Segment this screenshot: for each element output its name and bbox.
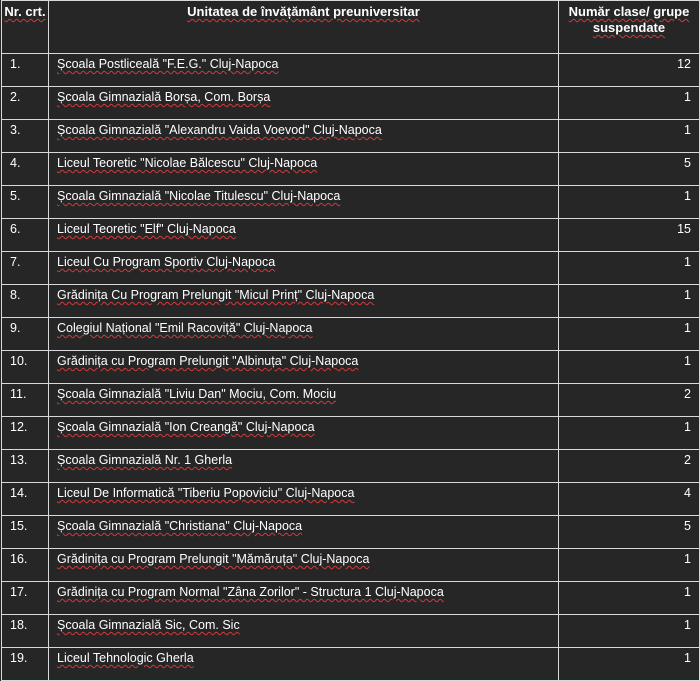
school-name-text: Școala Gimnazială Nr. 1 Gherla — [57, 453, 233, 467]
table-row — [2, 384, 700, 417]
table-row — [2, 87, 700, 120]
suspended-count: 5 — [559, 516, 700, 549]
suspended-count: 1 — [559, 648, 700, 681]
table-row — [2, 153, 700, 186]
school-name-text: Grădinița cu Program Normal "Zâna Zorilor" - Structura 1 Cluj-Napoca — [57, 585, 444, 599]
suspended-count: 2 — [559, 450, 700, 483]
suspended-count: 1 — [559, 417, 700, 450]
school-name — [49, 285, 559, 318]
row-number: 9. — [2, 318, 49, 351]
school-name — [49, 615, 559, 648]
school-name-text: Liceul Tehnologic Gherla — [57, 651, 194, 665]
table-row — [2, 318, 700, 351]
row-number: 19. — [2, 648, 49, 681]
table-body — [2, 54, 700, 681]
school-name — [49, 219, 559, 252]
school-name — [49, 417, 559, 450]
row-number: 5. — [2, 186, 49, 219]
school-name — [49, 87, 559, 120]
school-name — [49, 120, 559, 153]
row-number: 17. — [2, 582, 49, 615]
school-name-text: Școala Gimnazială "Nicolae Titulescu" Cluj-Napoca — [57, 189, 341, 203]
table-row — [2, 120, 700, 153]
table-row — [2, 483, 700, 516]
table-row — [2, 648, 700, 681]
row-number: 8. — [2, 285, 49, 318]
suspended-count: 1 — [559, 582, 700, 615]
table-row — [2, 582, 700, 615]
school-name — [49, 450, 559, 483]
row-number: 13. — [2, 450, 49, 483]
school-name-text: Liceul Teoretic "Elf" Cluj-Napoca — [57, 222, 236, 236]
suspended-count: 4 — [559, 483, 700, 516]
table-row — [2, 285, 700, 318]
suspended-count: 1 — [559, 285, 700, 318]
suspended-count: 12 — [559, 54, 700, 87]
school-name — [49, 549, 559, 582]
table-row — [2, 615, 700, 648]
row-number: 3. — [2, 120, 49, 153]
row-number: 10. — [2, 351, 49, 384]
row-number: 16. — [2, 549, 49, 582]
table-row — [2, 516, 700, 549]
table-row — [2, 186, 700, 219]
school-name — [49, 384, 559, 417]
header-count: Număr clase/ grupe suspendate — [559, 1, 700, 54]
row-number: 15. — [2, 516, 49, 549]
school-name — [49, 483, 559, 516]
school-name-text: Școala Gimnazială "Liviu Dan" Mociu, Com. Mociu — [57, 387, 337, 401]
table-row — [2, 219, 700, 252]
school-name-text: Școala Gimnazială "Ion Creangă" Cluj-Napoca — [57, 420, 315, 434]
school-name-text: Colegiul Național "Emil Racoviță" Cluj-Napoca — [57, 321, 313, 335]
row-number: 14. — [2, 483, 49, 516]
header-row — [2, 1, 700, 54]
school-name — [49, 252, 559, 285]
suspended-count: 1 — [559, 549, 700, 582]
row-number: 11. — [2, 384, 49, 417]
row-number: 7. — [2, 252, 49, 285]
row-number: 18. — [2, 615, 49, 648]
suspended-count: 1 — [559, 252, 700, 285]
school-name — [49, 318, 559, 351]
school-name-text: Școala Postliceală "F.E.G." Cluj-Napoca — [57, 57, 279, 71]
suspended-count: 1 — [559, 615, 700, 648]
school-name-text: Școala Gimnazială Borșa, Com. Borșa — [57, 90, 271, 104]
suspended-count: 1 — [559, 318, 700, 351]
suspended-count: 1 — [559, 87, 700, 120]
school-name — [49, 153, 559, 186]
table-row — [2, 450, 700, 483]
table-row — [2, 417, 700, 450]
school-name-text: Liceul Cu Program Sportiv Cluj-Napoca — [57, 255, 276, 269]
table-row — [2, 252, 700, 285]
school-name — [49, 186, 559, 219]
suspended-count: 1 — [559, 186, 700, 219]
suspended-count: 5 — [559, 153, 700, 186]
school-name-text: Liceul Teoretic "Nicolae Bălcescu" Cluj-Napoca — [57, 156, 318, 170]
school-name-text: Grădinița Cu Program Prelungit "Micul Prinț" Cluj-Napoca — [57, 288, 375, 302]
school-name-text: Școala Gimnazială "Alexandru Vaida Voevod" Cluj-Napoca — [57, 123, 382, 137]
school-name — [49, 648, 559, 681]
school-name — [49, 516, 559, 549]
suspended-count: 2 — [559, 384, 700, 417]
school-name — [49, 582, 559, 615]
row-number: 2. — [2, 87, 49, 120]
school-name-text: Grădinița cu Program Prelungit "Albinuța" Cluj-Napoca — [57, 354, 359, 368]
suspended-count: 1 — [559, 120, 700, 153]
header-unit: Unitatea de învățământ preuniversitar — [49, 1, 559, 54]
row-number: 12. — [2, 417, 49, 450]
row-number: 1. — [2, 54, 49, 87]
school-name — [49, 351, 559, 384]
suspended-count: 15 — [559, 219, 700, 252]
table-header — [2, 1, 700, 54]
row-number: 4. — [2, 153, 49, 186]
suspended-count: 1 — [559, 351, 700, 384]
table-row — [2, 549, 700, 582]
school-name-text: Liceul De Informatică "Tiberiu Popoviciu" Cluj-Napoca — [57, 486, 355, 500]
table-row — [2, 54, 700, 87]
school-name-text: Școala Gimnazială "Christiana" Cluj-Napoca — [57, 519, 303, 533]
header-nr-crt: Nr. crt. — [2, 1, 49, 54]
row-number: 6. — [2, 219, 49, 252]
suspended-classes-table — [1, 0, 700, 681]
table-row — [2, 351, 700, 384]
school-name — [49, 54, 559, 87]
school-name-text: Grădinița cu Program Prelungit "Mămăruța" Cluj-Napoca — [57, 552, 370, 566]
school-name-text: Școala Gimnazială Sic, Com. Sic — [57, 618, 240, 632]
